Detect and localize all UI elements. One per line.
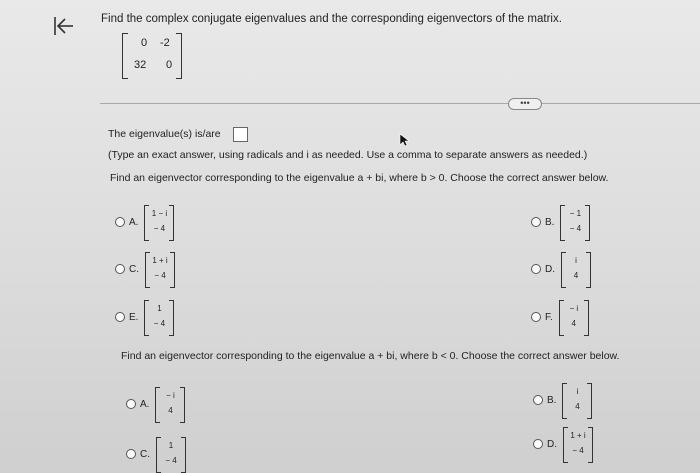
matrix-cell: 0	[141, 37, 148, 49]
part1-option-b[interactable]: B. − 1 − 4	[531, 205, 590, 239]
part1-option-c[interactable]: C. 1 + i − 4	[115, 252, 175, 286]
radio-button[interactable]	[531, 312, 541, 322]
vector: − 1 − 4	[560, 205, 590, 239]
back-arrow-icon[interactable]	[52, 14, 76, 38]
vector: 1 + i − 4	[563, 427, 593, 461]
eigenvalue-prompt: The eigenvalue(s) is/are	[108, 128, 221, 140]
vector: 1 − i − 4	[144, 205, 174, 239]
part2-option-c[interactable]: C. 1 − 4	[126, 437, 186, 471]
radio-button[interactable]	[126, 399, 136, 409]
matrix	[122, 33, 182, 77]
radio-button[interactable]	[115, 217, 125, 227]
part1-prompt: Find an eigenvector corresponding to the eigenvalue a + bi, where b > 0. Choose the correct answer below.	[110, 172, 609, 184]
matrix-cell: 32	[134, 59, 147, 71]
part1-option-d[interactable]: D. i 4	[531, 252, 591, 286]
vector: i 4	[562, 383, 592, 417]
vector: 1 + i − 4	[145, 252, 175, 286]
matrix-left-bracket	[122, 33, 128, 79]
radio-button[interactable]	[531, 217, 541, 227]
eigenvalue-hint: (Type an exact answer, using radicals and i as needed. Use a comma to separate answers as needed.)	[108, 149, 588, 161]
part2-option-a[interactable]: A. − i 4	[126, 387, 185, 421]
matrix-right-bracket	[176, 33, 182, 79]
mouse-pointer-icon	[399, 133, 411, 147]
vector: 1 − 4	[156, 437, 186, 471]
expand-more-button[interactable]: •••	[508, 98, 542, 110]
part2-option-b[interactable]: B. i 4	[533, 383, 592, 417]
radio-button[interactable]	[115, 264, 125, 274]
radio-button[interactable]	[126, 449, 136, 459]
vector: − i 4	[559, 300, 589, 334]
vector: − i 4	[155, 387, 185, 421]
part2-option-d[interactable]: D. 1 + i − 4	[533, 427, 593, 461]
part1-option-a[interactable]: A. 1 − i − 4	[115, 205, 174, 239]
section-divider	[100, 103, 700, 104]
matrix-cell: -2	[160, 37, 170, 49]
vector: i 4	[561, 252, 591, 286]
eigenvalue-answer-input[interactable]	[233, 127, 248, 142]
radio-button[interactable]	[533, 439, 543, 449]
matrix-cell: 0	[166, 59, 173, 71]
vector: 1 − 4	[144, 300, 174, 334]
part1-option-f[interactable]: F. − i 4	[531, 300, 589, 334]
question-text: Find the complex conjugate eigenvalues and the corresponding eigenvectors of the matrix.	[101, 13, 562, 25]
radio-button[interactable]	[531, 264, 541, 274]
part2-prompt: Find an eigenvector corresponding to the eigenvalue a + bi, where b < 0. Choose the correct answer below.	[121, 350, 620, 362]
radio-button[interactable]	[115, 312, 125, 322]
part1-option-e[interactable]: E. 1 − 4	[115, 300, 174, 334]
radio-button[interactable]	[533, 395, 543, 405]
